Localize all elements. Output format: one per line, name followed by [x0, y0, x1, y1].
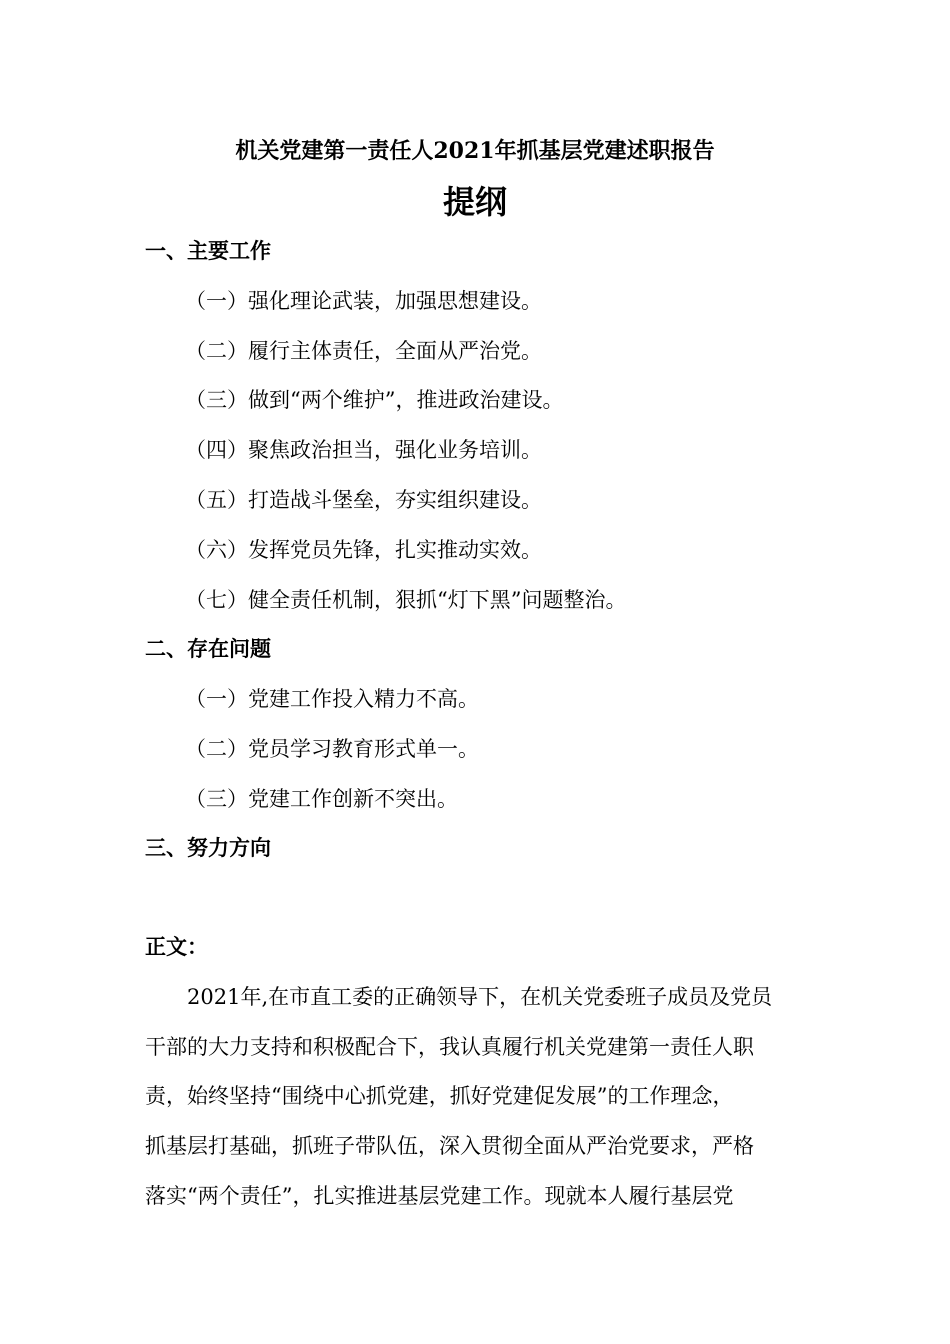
- list-item: （六）发挥党员先锋，扎实推动实效。: [185, 538, 542, 562]
- list-item: （三）党建工作创新不突出。: [185, 787, 458, 811]
- list-item: （二）履行主体责任，全面从严治党。: [185, 339, 542, 363]
- section-heading-main-work: 一、主要工作: [145, 238, 271, 263]
- section-heading-problems: 二、存在问题: [145, 636, 271, 661]
- list-item: （一）党建工作投入精力不高。: [185, 687, 479, 711]
- list-item: （五）打造战斗堡垒，夯实组织建设。: [185, 488, 542, 512]
- list-item: （二）党员学习教育形式单一。: [185, 737, 479, 761]
- body-paragraph-line: 干部的大力支持和积极配合下，我认真履行机关党建第一责任人职: [145, 1035, 754, 1059]
- document-subtitle: 提纲: [442, 183, 507, 221]
- list-item: （一）强化理论武装，加强思想建设。: [185, 289, 542, 313]
- body-paragraph-line: 抓基层打基础，抓班子带队伍，深入贯彻全面从严治党要求，严格: [145, 1134, 754, 1158]
- list-item: （三）做到“两个维护”，推进政治建设。: [185, 388, 564, 412]
- list-item: （七）健全责任机制，狠抓“灯下黑”问题整治。: [185, 588, 627, 612]
- list-item: （四）聚焦政治担当，强化业务培训。: [185, 438, 542, 462]
- body-paragraph-line: 责，始终坚持“围绕中心抓党建，抓好党建促发展”的工作理念，: [145, 1084, 734, 1108]
- body-label: 正文：: [145, 934, 208, 959]
- body-paragraph-line: 落实“两个责任”，扎实推进基层党建工作。现就本人履行基层党: [145, 1184, 734, 1208]
- document-title: 机关党建第一责任人2021年抓基层党建述职报告: [235, 138, 715, 164]
- body-paragraph-line: 2021年,在市直工委的正确领导下，在机关党委班子成员及党员: [145, 985, 773, 1009]
- section-heading-direction: 三、努力方向: [145, 835, 271, 860]
